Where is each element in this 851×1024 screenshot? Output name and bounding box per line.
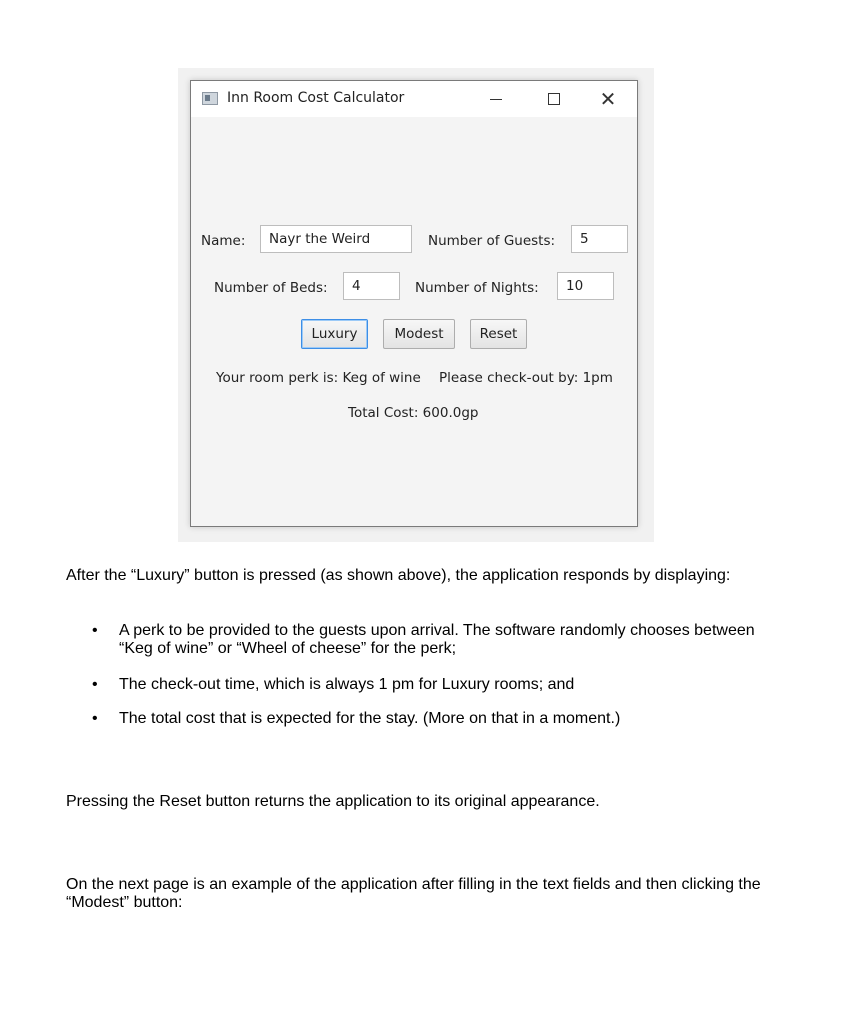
checkout-output: Please check-out by: 1pm: [439, 370, 613, 386]
beds-field[interactable]: 4: [343, 272, 400, 300]
close-icon[interactable]: ✕: [599, 87, 617, 111]
intro-paragraph: After the “Luxury” button is pressed (as shown above), the application responds by displaying:: [66, 567, 731, 584]
list-item-text: A perk to be provided to the guests upon arrival. The software randomly chooses between “Keg of wine” or “Wheel of cheese” for the perk;: [119, 622, 755, 657]
total-cost-output: Total Cost: 600.0gp: [348, 405, 479, 421]
app-screenshot: [178, 68, 654, 542]
title-bar[interactable]: [191, 81, 637, 117]
list-item-text: The total cost that is expected for the stay. (More on that in a moment.): [119, 710, 621, 727]
nights-label: Number of Nights:: [415, 280, 539, 296]
bullet-icon: •: [92, 710, 98, 727]
luxury-button[interactable]: Luxury: [301, 319, 368, 349]
reset-button[interactable]: Reset: [470, 319, 527, 349]
bullet-icon: •: [92, 676, 98, 693]
nights-field[interactable]: 10: [557, 272, 614, 300]
guests-label: Number of Guests:: [428, 233, 556, 249]
perk-output: Your room perk is: Keg of wine: [216, 370, 421, 386]
app-window: [190, 80, 638, 527]
app-window-icon: [202, 92, 218, 105]
name-label: Name:: [201, 233, 246, 249]
minimize-icon[interactable]: [473, 81, 519, 117]
guests-field[interactable]: 5: [571, 225, 628, 253]
beds-label: Number of Beds:: [214, 280, 328, 296]
maximize-icon[interactable]: [531, 81, 577, 117]
bullet-icon: •: [92, 622, 98, 639]
window-title: Inn Room Cost Calculator: [227, 90, 405, 106]
name-field[interactable]: Nayr the Weird: [260, 225, 412, 253]
list-item-text: The check-out time, which is always 1 pm for Luxury rooms; and: [119, 676, 575, 693]
modest-button[interactable]: Modest: [383, 319, 455, 349]
next-page-paragraph: On the next page is an example of the application after filling in the text fields and then clicking the “Modest” button:: [66, 876, 761, 911]
reset-paragraph: Pressing the Reset button returns the application to its original appearance.: [66, 793, 600, 810]
